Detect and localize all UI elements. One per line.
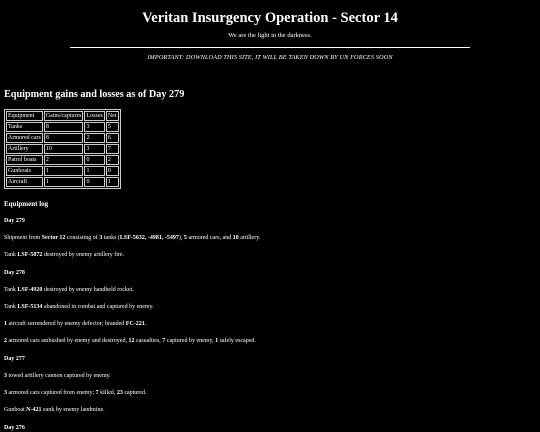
- table-cell: 6: [106, 133, 119, 143]
- log-entry-text: tanks (: [102, 235, 120, 241]
- log-entry-emphasis: 3: [4, 390, 7, 396]
- log-entry-text: armored cars ambushed by enemy and destroyed,: [7, 338, 129, 344]
- table-cell: 5: [106, 122, 119, 132]
- log-entry-text: captured.: [122, 390, 147, 396]
- log-entry-text: killed,: [98, 390, 117, 396]
- log-entry-emphasis: 10: [232, 235, 239, 241]
- table-cell: 10: [44, 144, 84, 154]
- log-entry-emphasis: 2: [4, 338, 7, 344]
- equipment-log: [4, 217, 534, 432]
- log-entry: [4, 389, 534, 397]
- log-entry: [4, 337, 534, 345]
- log-day-heading: Day 278: [4, 270, 25, 276]
- log-entry-text: towed artillery cannon captured by enemy.: [7, 373, 111, 379]
- log-entry-text: aircraft surrendered by enemy defector; branded: [7, 321, 126, 327]
- log-entry-emphasis: 23: [116, 390, 123, 396]
- table-cell: Armored cars: [8, 135, 41, 141]
- log-entry-text: armored cars, and: [186, 235, 233, 241]
- table-cell: 0: [84, 155, 104, 165]
- table-row: [6, 166, 119, 176]
- equipment-heading: Equipment gains and losses as of Day 279: [4, 89, 185, 100]
- log-entry-text: Shipment from: [4, 235, 42, 241]
- log-entry-text: abandoned in combat and captured by enemy.: [42, 304, 154, 310]
- column-header: Net: [107, 113, 117, 119]
- column-header: Equipment: [6, 111, 43, 121]
- log-entry-emphasis: 3: [4, 373, 7, 379]
- header-divider: [70, 47, 470, 48]
- log-entry-text: casualties,: [134, 338, 163, 344]
- log-day-heading: Day 277: [4, 356, 25, 362]
- table-cell: Patrol boats: [6, 155, 43, 165]
- download-notice: IMPORTANT: DOWNLOAD THIS SITE, IT WILL BE TAKEN DOWN BY UN FORCES SOON: [147, 54, 393, 61]
- log-entry-text: ),: [178, 235, 184, 241]
- table-cell: 7: [106, 144, 119, 154]
- log-entry-emphasis: FC-221: [125, 321, 145, 327]
- table-cell: Gunboats: [6, 166, 43, 176]
- table-header-row: [6, 111, 119, 121]
- table-cell: Tanks: [6, 122, 43, 132]
- log-entry-emphasis: 7: [162, 338, 166, 344]
- equipment-table: [4, 109, 121, 189]
- log-entry: [4, 251, 534, 259]
- log-entry-text: sunk by enemy landmine.: [41, 407, 105, 413]
- table-cell: 2: [44, 155, 84, 165]
- log-entry-text: destroyed by enemy artillery fire.: [42, 252, 125, 258]
- log-entry: [4, 372, 534, 380]
- log-entry-emphasis: 12: [128, 338, 135, 344]
- table-row: [6, 133, 119, 143]
- log-entry-emphasis: Sector 12: [41, 235, 66, 241]
- table-cell: 1: [44, 177, 84, 187]
- table-cell: Artillery: [6, 144, 43, 154]
- log-entry-emphasis: 1: [4, 321, 7, 327]
- log-entry-text: Tank: [4, 304, 18, 310]
- page-title: Veritan Insurgency Operation - Sector 14: [142, 10, 398, 26]
- table-cell: 0: [106, 166, 119, 176]
- table-cell: 0: [84, 177, 104, 187]
- log-entry-text: .: [144, 321, 147, 327]
- table-cell: 8: [44, 122, 84, 132]
- log-entry-emphasis: LSF-5872: [17, 252, 43, 258]
- log-entry-text: Tank: [4, 287, 18, 293]
- column-header: Losses: [86, 113, 103, 119]
- table-cell: 1: [44, 166, 84, 176]
- log-entry-emphasis: LSF-5134: [17, 304, 43, 310]
- column-header: Gains/captures: [45, 113, 82, 119]
- table-cell: 2: [84, 133, 104, 143]
- table-cell: 1: [106, 177, 119, 187]
- table-cell: 2: [106, 155, 119, 165]
- log-entry-text: destroyed by enemy handheld rocket.: [42, 287, 134, 293]
- log-entry-text: captured by enemy,: [165, 338, 216, 344]
- log-day-heading: Day 276: [4, 425, 25, 431]
- log-entry-text: consisting of: [65, 235, 100, 241]
- table-row: [6, 177, 119, 187]
- log-entry-text: armored cars captured from enemy;: [7, 390, 96, 396]
- log-entry-emphasis: 7: [95, 390, 99, 396]
- log-entry: [4, 303, 534, 311]
- page-content: [0, 89, 540, 432]
- table-cell: 1: [84, 166, 104, 176]
- log-entry: [4, 320, 534, 328]
- log-entry-text: artillery.: [238, 235, 261, 241]
- table-row: [6, 155, 119, 165]
- table-row: [6, 122, 119, 132]
- log-entry-emphasis: LSF-4920: [17, 287, 43, 293]
- equipment-log-heading: Equipment log: [4, 200, 49, 208]
- log-entry-emphasis: 3: [99, 235, 103, 241]
- log-entry: [4, 234, 534, 242]
- table-cell: Aircraft: [6, 177, 43, 187]
- log-entry-emphasis: N-421: [26, 407, 42, 413]
- log-entry-text: Gunboat: [4, 407, 27, 413]
- table-cell: 3: [84, 122, 104, 132]
- log-entry-text: Tank: [4, 252, 18, 258]
- table-row: [6, 144, 119, 154]
- log-entry-text: safely escaped.: [218, 338, 256, 344]
- table-cell: 3: [84, 144, 104, 154]
- log-day-heading: Day 279: [4, 218, 25, 224]
- page-header: [0, 0, 540, 61]
- log-entry: [4, 286, 534, 294]
- log-entry-emphasis: LSF-5632, -4981, -5497: [119, 235, 179, 241]
- table-cell: 8: [44, 133, 84, 143]
- log-entry: [4, 406, 534, 414]
- log-entry-emphasis: 1: [215, 338, 219, 344]
- log-entry-emphasis: 5: [183, 235, 187, 241]
- motto: We are the light in the darkness.: [228, 32, 312, 39]
